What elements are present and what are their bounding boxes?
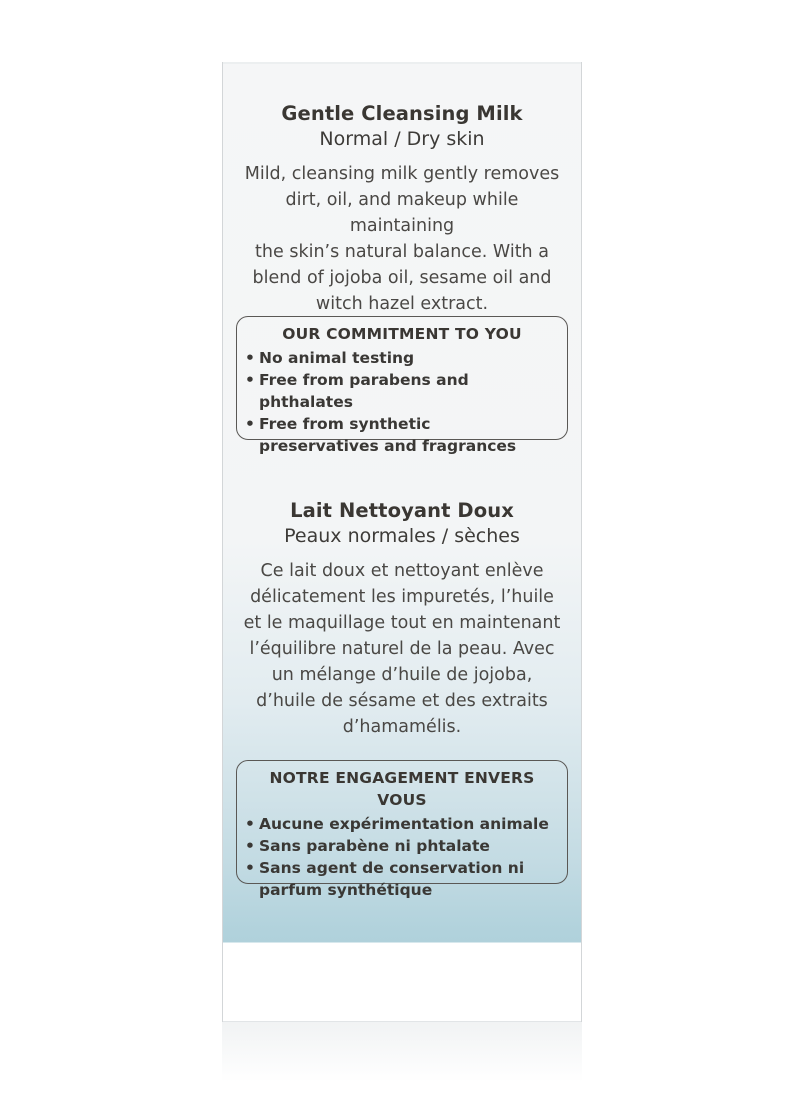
commitment-list-fr	[245, 813, 559, 901]
commitment-list-en	[245, 347, 559, 457]
box-side-panel	[222, 62, 582, 1022]
commitment-heading-en: OUR COMMITMENT TO YOU	[282, 325, 522, 343]
description-line: et le maquillage tout en maintenant	[243, 613, 561, 633]
product-description-fr	[232, 558, 572, 740]
product-title-fr: Lait Nettoyant Doux	[290, 499, 514, 522]
description-line: l’équilibre naturel de la peau. Avec	[249, 639, 555, 659]
english-section	[223, 102, 581, 317]
description-line: Ce lait doux et nettoyant enlève	[260, 561, 544, 581]
commitment-item: • Sans parabène ni phtalate	[245, 835, 559, 857]
product-title-en: Gentle Cleansing Milk	[281, 102, 523, 125]
commitment-box-fr	[236, 760, 568, 899]
commitment-item: • Sans agent de conservation ni parfum synthétique	[245, 857, 539, 901]
description-line: d’hamamélis.	[342, 717, 462, 737]
description-line: délicatement les impuretés, l’huile	[250, 587, 554, 607]
commitment-item: • Free from synthetic preservatives and fragrances	[245, 413, 539, 457]
description-line: blend of jojoba oil, sesame oil and	[252, 268, 552, 288]
description-line: d’huile de sésame et des extraits	[256, 691, 548, 711]
commitment-box-en	[236, 316, 568, 455]
product-subtitle-en: Normal / Dry skin	[319, 128, 485, 150]
product-subtitle-fr: Peaux normales / sèches	[284, 525, 520, 547]
box-reflection	[222, 1022, 582, 1082]
description-line: witch hazel extract.	[315, 294, 489, 314]
commitment-item: • No animal testing	[245, 347, 559, 369]
description-line: Mild, cleansing milk gently removes	[244, 164, 560, 184]
description-line: un mélange d’huile de jojoba,	[271, 665, 533, 685]
commitment-item: • Aucune expérimentation animale	[245, 813, 559, 835]
commitment-item: • Free from parabens and phthalates	[245, 369, 559, 413]
commitment-heading-fr: NOTRE ENGAGEMENT ENVERS VOUS	[269, 769, 535, 809]
description-line: dirt, oil, and makeup while maintaining	[285, 190, 519, 236]
description-line: the skin’s natural balance. With a	[255, 242, 549, 262]
product-description-en	[232, 161, 572, 317]
french-section	[223, 499, 581, 740]
